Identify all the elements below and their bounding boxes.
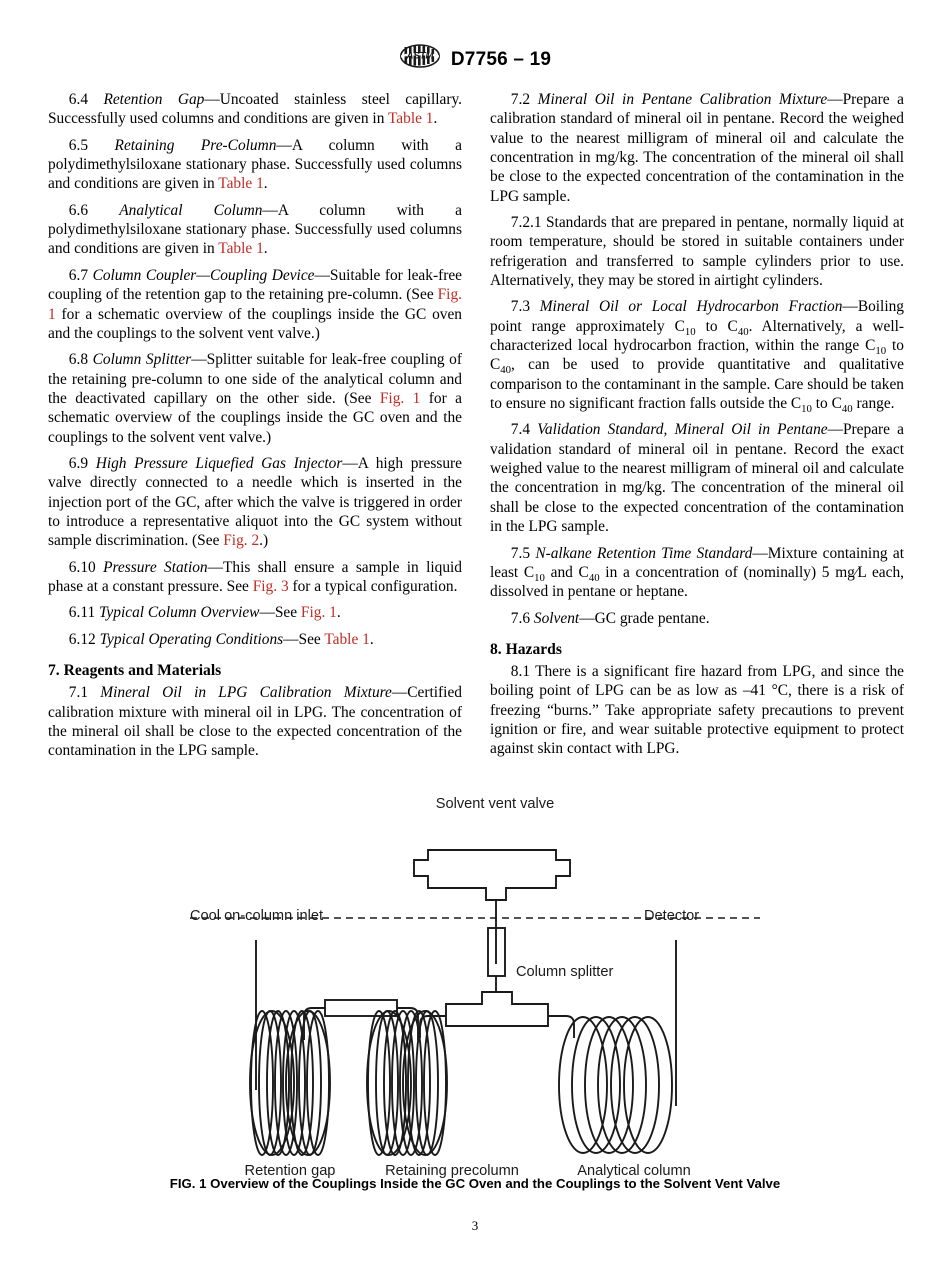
paragraph-text-tail: for a schematic overview of the couplings inside the GC oven and the couplings to the solvent vent valve.) — [48, 389, 462, 446]
paragraph-number: 7.3 — [510, 298, 531, 316]
paragraph-8-1 — [490, 662, 904, 759]
paragraph-text: —Mixture containing at least C — [490, 544, 904, 581]
paragraph-title: Solvent — [533, 609, 580, 627]
left-column — [48, 90, 462, 761]
label-solvent-vent-valve: Solvent vent valve — [435, 796, 555, 812]
paragraph-text: —Suitable for leak-free coupling of the retention gap to the retaining pre-column. (See — [48, 266, 462, 304]
paragraph-7-3 — [490, 297, 904, 416]
paragraph-6-9 — [48, 454, 462, 551]
paragraph-text-tail: . — [336, 604, 341, 622]
paragraph-text: —Splitter suitable for leak-free coupling of the retaining pre-column to one side of the analytical column and the deactivated capillary on the other side. (See — [48, 351, 462, 407]
body-columns — [48, 90, 904, 780]
paragraph-6-6 — [48, 201, 462, 259]
paragraph-number: 6.6 — [68, 201, 89, 219]
page-header — [0, 44, 950, 78]
cross-reference-link[interactable]: Fig. 1 — [379, 389, 421, 407]
cross-reference-link[interactable]: Table 1 — [324, 630, 370, 648]
paragraph-title: Column Splitter — [92, 351, 192, 369]
figure-1-diagram — [0, 788, 950, 1188]
paragraph-number: 7.6 — [510, 609, 531, 627]
subscript: 10 — [534, 571, 545, 584]
label-retention-gap: Retention gap — [244, 1163, 336, 1179]
paragraph-number: 6.11 — [68, 604, 96, 622]
paragraph-text: There is a significant fire hazard from LPG, and since the boiling point of LPG can be as low as –41 °C, there is a risk of freezing “burns.” Take appropriate safety precautions to prevent ignition or fire, and wear suitable protective equipment to protect against skin contact with LPG. — [490, 663, 905, 758]
coil-analytical-column — [559, 1017, 672, 1153]
solvent-vent-valve-body — [414, 850, 570, 900]
astm-logo — [399, 44, 441, 75]
subscript: 10 — [684, 325, 696, 338]
paragraph-text-tail: for a schematic overview of the couplings inside the GC oven and the couplings to the solvent vent valve.) — [48, 305, 462, 342]
cross-reference-link[interactable]: Table 1 — [387, 110, 434, 128]
paragraph-6-4 — [48, 90, 462, 129]
paragraph-number: 8.1 — [510, 663, 531, 681]
paragraph-number: 6.5 — [68, 136, 89, 154]
paragraph-7-6 — [490, 609, 904, 628]
paragraph-6-8 — [48, 350, 462, 447]
paragraph-text: and C — [544, 563, 589, 581]
paragraph-title: Mineral Oil in LPG Calibration Mixture — [100, 684, 392, 702]
paragraph-text: —Certified calibration mixture with mineral oil in LPG. The concentration of the mineral oil shall be close to the expected concentration of the contamination in the LPG sample. — [48, 684, 462, 760]
paragraph-text-tail: for a typical configuration. — [288, 578, 458, 596]
label-detector: Detector — [644, 908, 700, 924]
paragraph-text: range. — [852, 395, 895, 413]
paragraph-text: —A high pressure valve directly connected to a needle which is inserted in the injection port of the GC, after which the valve is triggered in order to introduce a representative aliquot into the GC system without sample discrimination. (See — [48, 454, 462, 550]
paragraph-number: 6.10 — [68, 558, 96, 576]
label-retaining-precolumn: Retaining precolumn — [385, 1163, 519, 1179]
cross-reference-link[interactable]: Fig. 1 — [300, 604, 337, 622]
coil-retention-gap — [250, 1011, 330, 1155]
paragraph-text: —Boiling point range approximately C — [490, 298, 904, 335]
paragraph-title: Mineral Oil or Local Hydrocarbon Fraction — [539, 298, 843, 316]
paragraph-text: to C — [695, 317, 738, 335]
paragraph-text: —See — [283, 630, 325, 648]
column-splitter-body — [446, 992, 548, 1026]
paragraph-text: —Prepare a validation standard of mineral oil in pentane. Record the exact weighed value to the nearest milligram of mineral oil and calculate the concentration in mg/kg. The concentration of the mineral oil shall be close to the expected concentration of the contamination in the LPG sample. — [490, 421, 904, 536]
paragraph-number: 6.12 — [68, 630, 96, 648]
paragraph-title: Retention Gap — [103, 91, 205, 108]
paragraph-7-2-1 — [490, 213, 904, 290]
paragraph-text: . Alternatively, a well-characterized local hydrocarbon fraction, within the range C — [490, 317, 904, 355]
cross-reference-link[interactable]: Fig. 2 — [223, 532, 260, 550]
paragraph-title: High Pressure Liquefied Gas Injector — [95, 454, 343, 472]
figure-1 — [0, 788, 950, 1208]
paragraph-number: 7.4 — [510, 421, 531, 439]
label-column-splitter: Column splitter — [516, 964, 614, 980]
paragraph-text: , can be used to provide quantitative and qualitative comparison to the contaminant in the sample. Care should be taken to ensure no significant fraction falls outside the C — [490, 356, 904, 413]
subscript: 40 — [588, 571, 600, 584]
label-cool-on-column-inlet: Cool on-column inlet — [190, 908, 324, 924]
subscript: 40 — [500, 364, 512, 377]
paragraph-6-12 — [48, 630, 462, 649]
paragraph-text-tail: . — [263, 175, 268, 193]
subscript: 40 — [841, 403, 853, 416]
subscript: 10 — [801, 403, 812, 416]
paragraph-6-5 — [48, 136, 462, 194]
paragraph-text: —See — [259, 604, 301, 622]
paragraph-title: Column Coupler—Coupling Device — [92, 266, 315, 284]
coil-retaining-precolumn — [367, 1011, 447, 1155]
paragraph-number: 6.4 — [68, 91, 89, 108]
cross-reference-link[interactable]: Fig. 3 — [252, 578, 289, 596]
paragraph-text-tail: . — [433, 110, 438, 128]
paragraph-number: 6.8 — [68, 351, 89, 369]
right-column — [490, 90, 904, 759]
paragraph-text-tail: . — [369, 630, 374, 648]
paragraph-text: —Prepare a calibration standard of mineral oil in pentane. Record the weighed value to the nearest milligram of mineral oil and calculate the concentration in mg/kg. The concentration of the mineral oil shall be close to the expected concentration of the contamination in the LPG sample. — [490, 91, 904, 205]
paragraph-text: —This shall ensure a sample in liquid phase at a constant pressure. See — [48, 558, 462, 596]
section-heading-7: 7. Reagents and Materials — [48, 662, 222, 680]
subscript: 40 — [737, 325, 749, 338]
paragraph-7-1 — [48, 683, 462, 760]
paragraph-title: Retaining Pre-Column — [114, 136, 277, 154]
paragraph-number: 7.1 — [68, 684, 89, 702]
paragraph-title: N-alkane Retention Time Standard — [535, 544, 753, 562]
paragraph-7-2 — [490, 90, 904, 206]
paragraph-text: to C — [811, 395, 842, 413]
paragraph-text: to C — [490, 337, 904, 374]
paragraph-number: 7.2.1 — [510, 214, 542, 232]
document-id: D7756 – 19 — [450, 48, 552, 70]
cross-reference-link[interactable]: Table 1 — [218, 175, 264, 193]
paragraph-7-5 — [490, 544, 904, 602]
page-number: 3 — [471, 1218, 479, 1233]
paragraph-title: Validation Standard, Mineral Oil in Pentane — [537, 421, 828, 439]
paragraph-title: Typical Column Overview — [99, 604, 260, 622]
paragraph-number: 6.7 — [68, 266, 89, 284]
paragraph-text: in a concentration of (nominally) 5 mg∕L each, dissolved in pentane or heptane. — [490, 563, 904, 601]
svg-text:ASTM: ASTM — [406, 50, 434, 62]
paragraph-7-4 — [490, 420, 904, 536]
cross-reference-link[interactable]: Table 1 — [218, 240, 264, 258]
paragraph-text: Standards that are prepared in pentane, normally liquid at room temperature, should be stored in suitable containers under refrigeration and transferred to sample cylinders prior to use. Alternatively, they may be stored in airtight cylinders. — [490, 214, 904, 290]
label-analytical-column: Analytical column — [577, 1163, 691, 1179]
paragraph-text-tail: . — [263, 240, 268, 258]
paragraph-text-tail: .) — [259, 532, 269, 550]
paragraph-text: —A column with a polydimethylsiloxane stationary phase. Successfully used columns and conditions are given in — [48, 136, 462, 193]
paragraph-number: 6.9 — [68, 454, 89, 472]
paragraph-title: Analytical Column — [119, 201, 263, 219]
paragraph-title: Typical Operating Conditions — [99, 630, 284, 648]
paragraph-text: —A column with a polydimethylsiloxane stationary phase. Successfully used columns and conditions are given in — [48, 201, 462, 258]
cross-reference-link[interactable]: Fig. 1 — [48, 286, 462, 323]
column-coupler-box — [325, 1000, 397, 1016]
paragraph-number: 7.2 — [510, 91, 531, 108]
paragraph-title: Pressure Station — [103, 558, 208, 576]
paragraph-number: 7.5 — [510, 544, 531, 562]
paragraph-6-7 — [48, 266, 462, 343]
paragraph-text: —GC grade pentane. — [579, 609, 710, 627]
subscript: 10 — [875, 345, 887, 358]
figure-1-caption: FIG. 1 Overview of the Couplings Inside the GC Oven and the Couplings to the Solvent Vent Valve — [169, 1176, 781, 1191]
section-heading-8: 8. Hazards — [490, 641, 562, 659]
paragraph-6-10 — [48, 558, 462, 597]
paragraph-text: —Uncoated stainless steel capillary. Successfully used columns and conditions are given in — [48, 91, 462, 128]
paragraph-title: Mineral Oil in Pentane Calibration Mixture — [537, 91, 828, 108]
paragraph-6-11 — [48, 603, 462, 622]
